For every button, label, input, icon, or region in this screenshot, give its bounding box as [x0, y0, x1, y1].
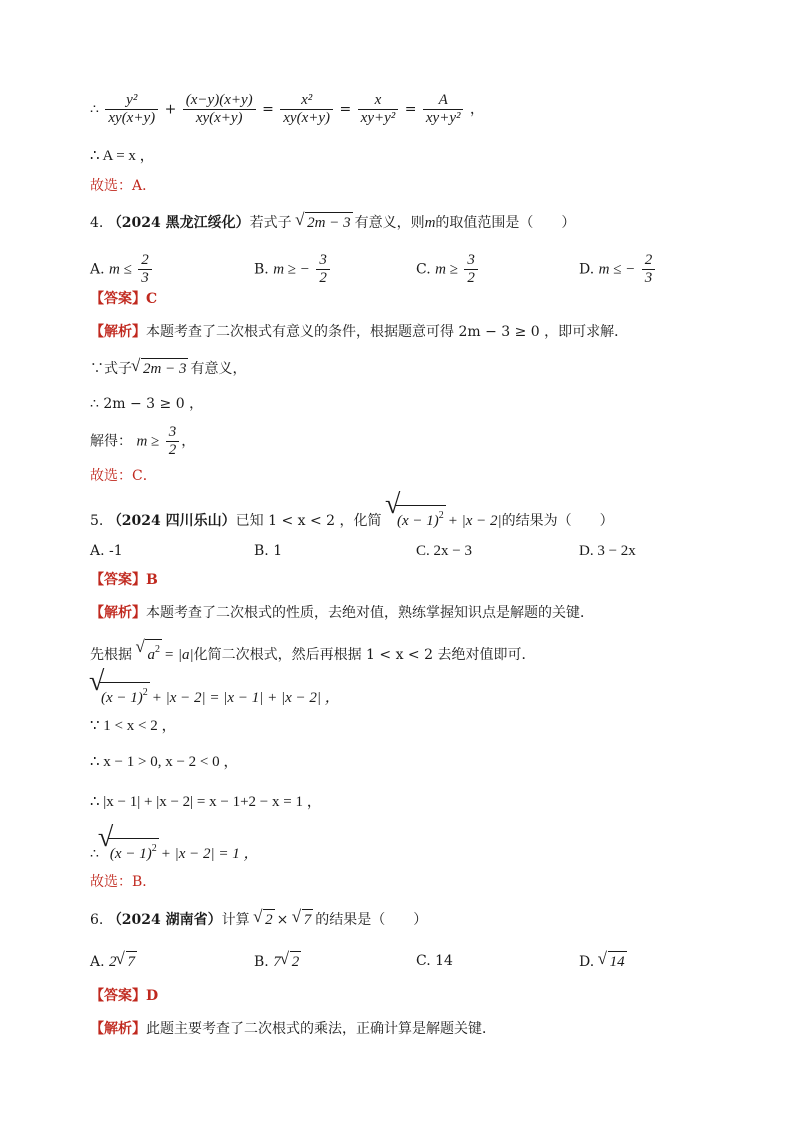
- option-d: D. 3 − 2x: [579, 543, 636, 559]
- fraction-5: $\frac{A}{\text{xy+y²}}$: [423, 92, 464, 127]
- hint-line: 先根据 √ $a^2 = |a|$化简二次根式，然后再根据 1 < x < 2 去绝对值即可．: [90, 639, 535, 665]
- analysis-line: 【解析】本题考查了二次根式的性质，去绝对值，熟练掌握知识点是解题的关键．: [90, 605, 594, 621]
- option-c: C. 14: [416, 953, 453, 969]
- option-a: A. -1: [90, 543, 123, 559]
- question-6-stem: 6. （2024 湖南省）计算 √ 2 × √ 7 的结果是（ ）: [90, 909, 427, 930]
- option-b: B. m ≥ − $\frac{3}{2}$: [254, 252, 332, 287]
- answer-line: 【答案】B: [90, 572, 158, 588]
- solution-step: ∴ |x − 1| + |x − 2| = x − 1+2 − x = 1 ，: [90, 794, 322, 810]
- sqrt-expression: √ 2m − 3: [296, 212, 352, 233]
- choose-line: 故选：A．: [90, 178, 157, 194]
- choose-line: 故选：C．: [90, 468, 157, 484]
- fraction-2: $\frac{(x-y)(x+y)}{xy(x+y)}$: [183, 92, 256, 127]
- choose-line: 故选：B．: [90, 874, 157, 890]
- solution-step: 解得： m ≥ $\frac{3}{2}$ ，: [90, 424, 196, 458]
- fraction-1: $\frac{\text{y²}}{xy(x+y)}$: [105, 92, 158, 127]
- answer-line: 【答案】C: [90, 291, 158, 307]
- option-b: B. 1: [254, 543, 283, 559]
- option-a: A. m ≤ $\frac{2}{3}$: [90, 252, 154, 287]
- sqrt-expression: √ $(x - 1)^2$: [386, 505, 446, 531]
- solution-step: ∴ x − 1 > 0, x − 2 < 0 ，: [90, 754, 239, 770]
- solution-step: ∵式子√ 2m − 3 有意义，: [90, 358, 246, 379]
- option-c: C. 2x − 3: [416, 543, 472, 559]
- solution-step: ∵ 1 < x < 2 ，: [90, 718, 177, 734]
- option-c: C. m ≥ $\frac{3}{2}$: [416, 252, 480, 287]
- option-d: D. m ≤ − $\frac{2}{3}$: [579, 252, 657, 287]
- answer-line: 【答案】D: [90, 988, 159, 1004]
- fraction-equation: ∴ $\frac{\text{y²}}{xy(x+y)}$ + $\frac{(x-y)(x+y)}{xy(x+y)}$ = $\frac{\text{x²}}{xy(x+y)}$ = $\frac{x}{\text{xy+y²}}$ = $\frac{A}{\text{xy+y²}}$ ，: [90, 92, 484, 126]
- solution-step: ∴√ $(x - 1)^2 + |x - 2| = 1$ ，: [90, 838, 258, 864]
- question-source: （2024 黑龙江绥化）: [107, 215, 250, 231]
- question-5-stem: 5. （2024 四川乐山）已知 1 < x < 2 ，化简 √ $(x - 1)^2 + |x - 2|$的结果为（ ）: [90, 505, 614, 531]
- solution-step: ∴ 2m − 3 ≥ 0 ，: [90, 396, 204, 412]
- option-a: A. 2√ 7: [90, 951, 139, 972]
- question-source: （2024 湖南省）: [107, 912, 222, 928]
- solution-step: √ $(x - 1)^2 + |x - 2| = |x - 1| + |x - 2|$ ，: [90, 682, 340, 708]
- fraction-4: $\frac{x}{\text{xy+y²}}$: [358, 92, 399, 127]
- therefore-sign: ∴: [90, 101, 99, 118]
- fraction-3: $\frac{\text{x²}}{xy(x+y)}$: [280, 92, 333, 127]
- analysis-line: 【解析】本题考查了二次根式有意义的条件，根据题意可得 2m − 3 ≥ 0 ，即可求解．: [90, 324, 629, 340]
- question-source: （2024 四川乐山）: [107, 513, 236, 529]
- analysis-line: 【解析】此题主要考查了二次根式的乘法，正确计算是解题关键．: [90, 1021, 496, 1037]
- question-4-stem: 4. （2024 黑龙江绥化）若式子 √ 2m − 3 有意义，则m的取值范围是（ ）: [90, 212, 575, 233]
- option-b: B. 7√ 2: [254, 951, 303, 972]
- option-d: D. √ 14: [579, 951, 629, 972]
- conclusion-line: ∴ A = x ，: [90, 148, 155, 164]
